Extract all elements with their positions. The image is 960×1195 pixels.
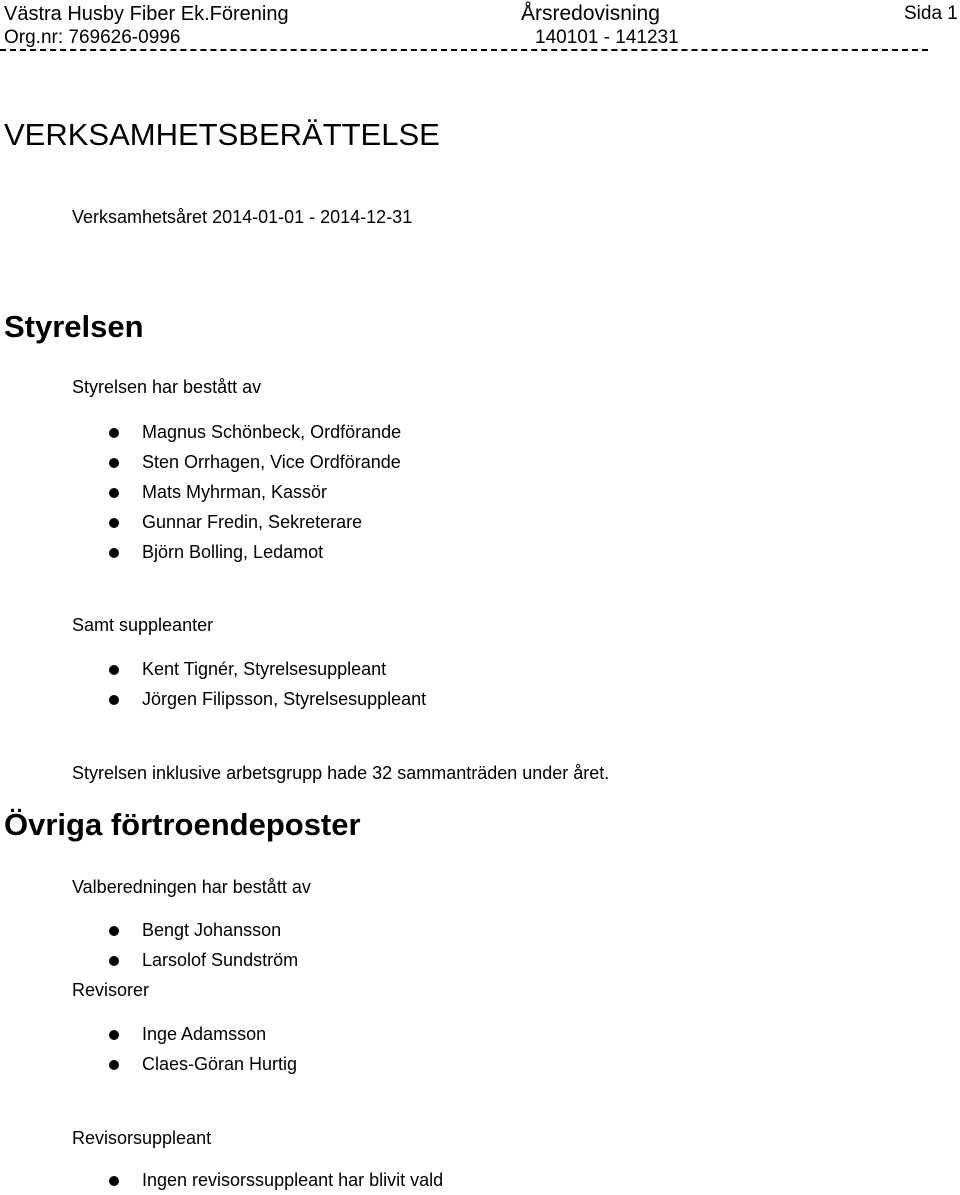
doc-title: Årsredovisning bbox=[521, 2, 660, 25]
deputies-intro: Samt suppleanter bbox=[72, 615, 214, 635]
deputy-auditor-intro: Revisorsuppleant bbox=[72, 1128, 212, 1148]
bullet-icon bbox=[109, 665, 119, 675]
bullet-icon bbox=[109, 956, 119, 966]
other-heading: Övriga förtroendeposter bbox=[4, 807, 361, 842]
org-number: Org.nr: 769626-0996 bbox=[4, 27, 181, 48]
bullet-icon bbox=[109, 1060, 119, 1070]
board-heading: Styrelsen bbox=[4, 309, 144, 344]
board-intro: Styrelsen har bestått av bbox=[72, 377, 262, 397]
bullet-icon bbox=[109, 926, 119, 936]
auditors-intro: Revisorer bbox=[72, 980, 150, 1000]
header-divider bbox=[0, 49, 928, 51]
org-name: Västra Husby Fiber Ek.Förening bbox=[4, 3, 289, 25]
bullet-icon bbox=[109, 458, 119, 468]
nomination-intro: Valberedningen har bestått av bbox=[72, 877, 311, 897]
fiscal-year: Verksamhetsåret 2014-01-01 - 2014-12-31 bbox=[72, 207, 413, 227]
bullet-icon bbox=[109, 1176, 119, 1186]
bullet-icon bbox=[109, 695, 119, 705]
bullet-icon bbox=[109, 518, 119, 528]
page-title: VERKSAMHETSBERÄTTELSE bbox=[4, 117, 440, 152]
page-number: Sida 1 bbox=[904, 3, 958, 24]
bullet-icon bbox=[109, 428, 119, 438]
bullet-icon bbox=[109, 488, 119, 498]
bullet-icon bbox=[109, 1030, 119, 1040]
meetings-text: Styrelsen inklusive arbetsgrupp hade 32 sammanträden under året. bbox=[72, 763, 610, 783]
bullet-icon bbox=[109, 548, 119, 558]
period: 140101 - 141231 bbox=[535, 27, 679, 48]
